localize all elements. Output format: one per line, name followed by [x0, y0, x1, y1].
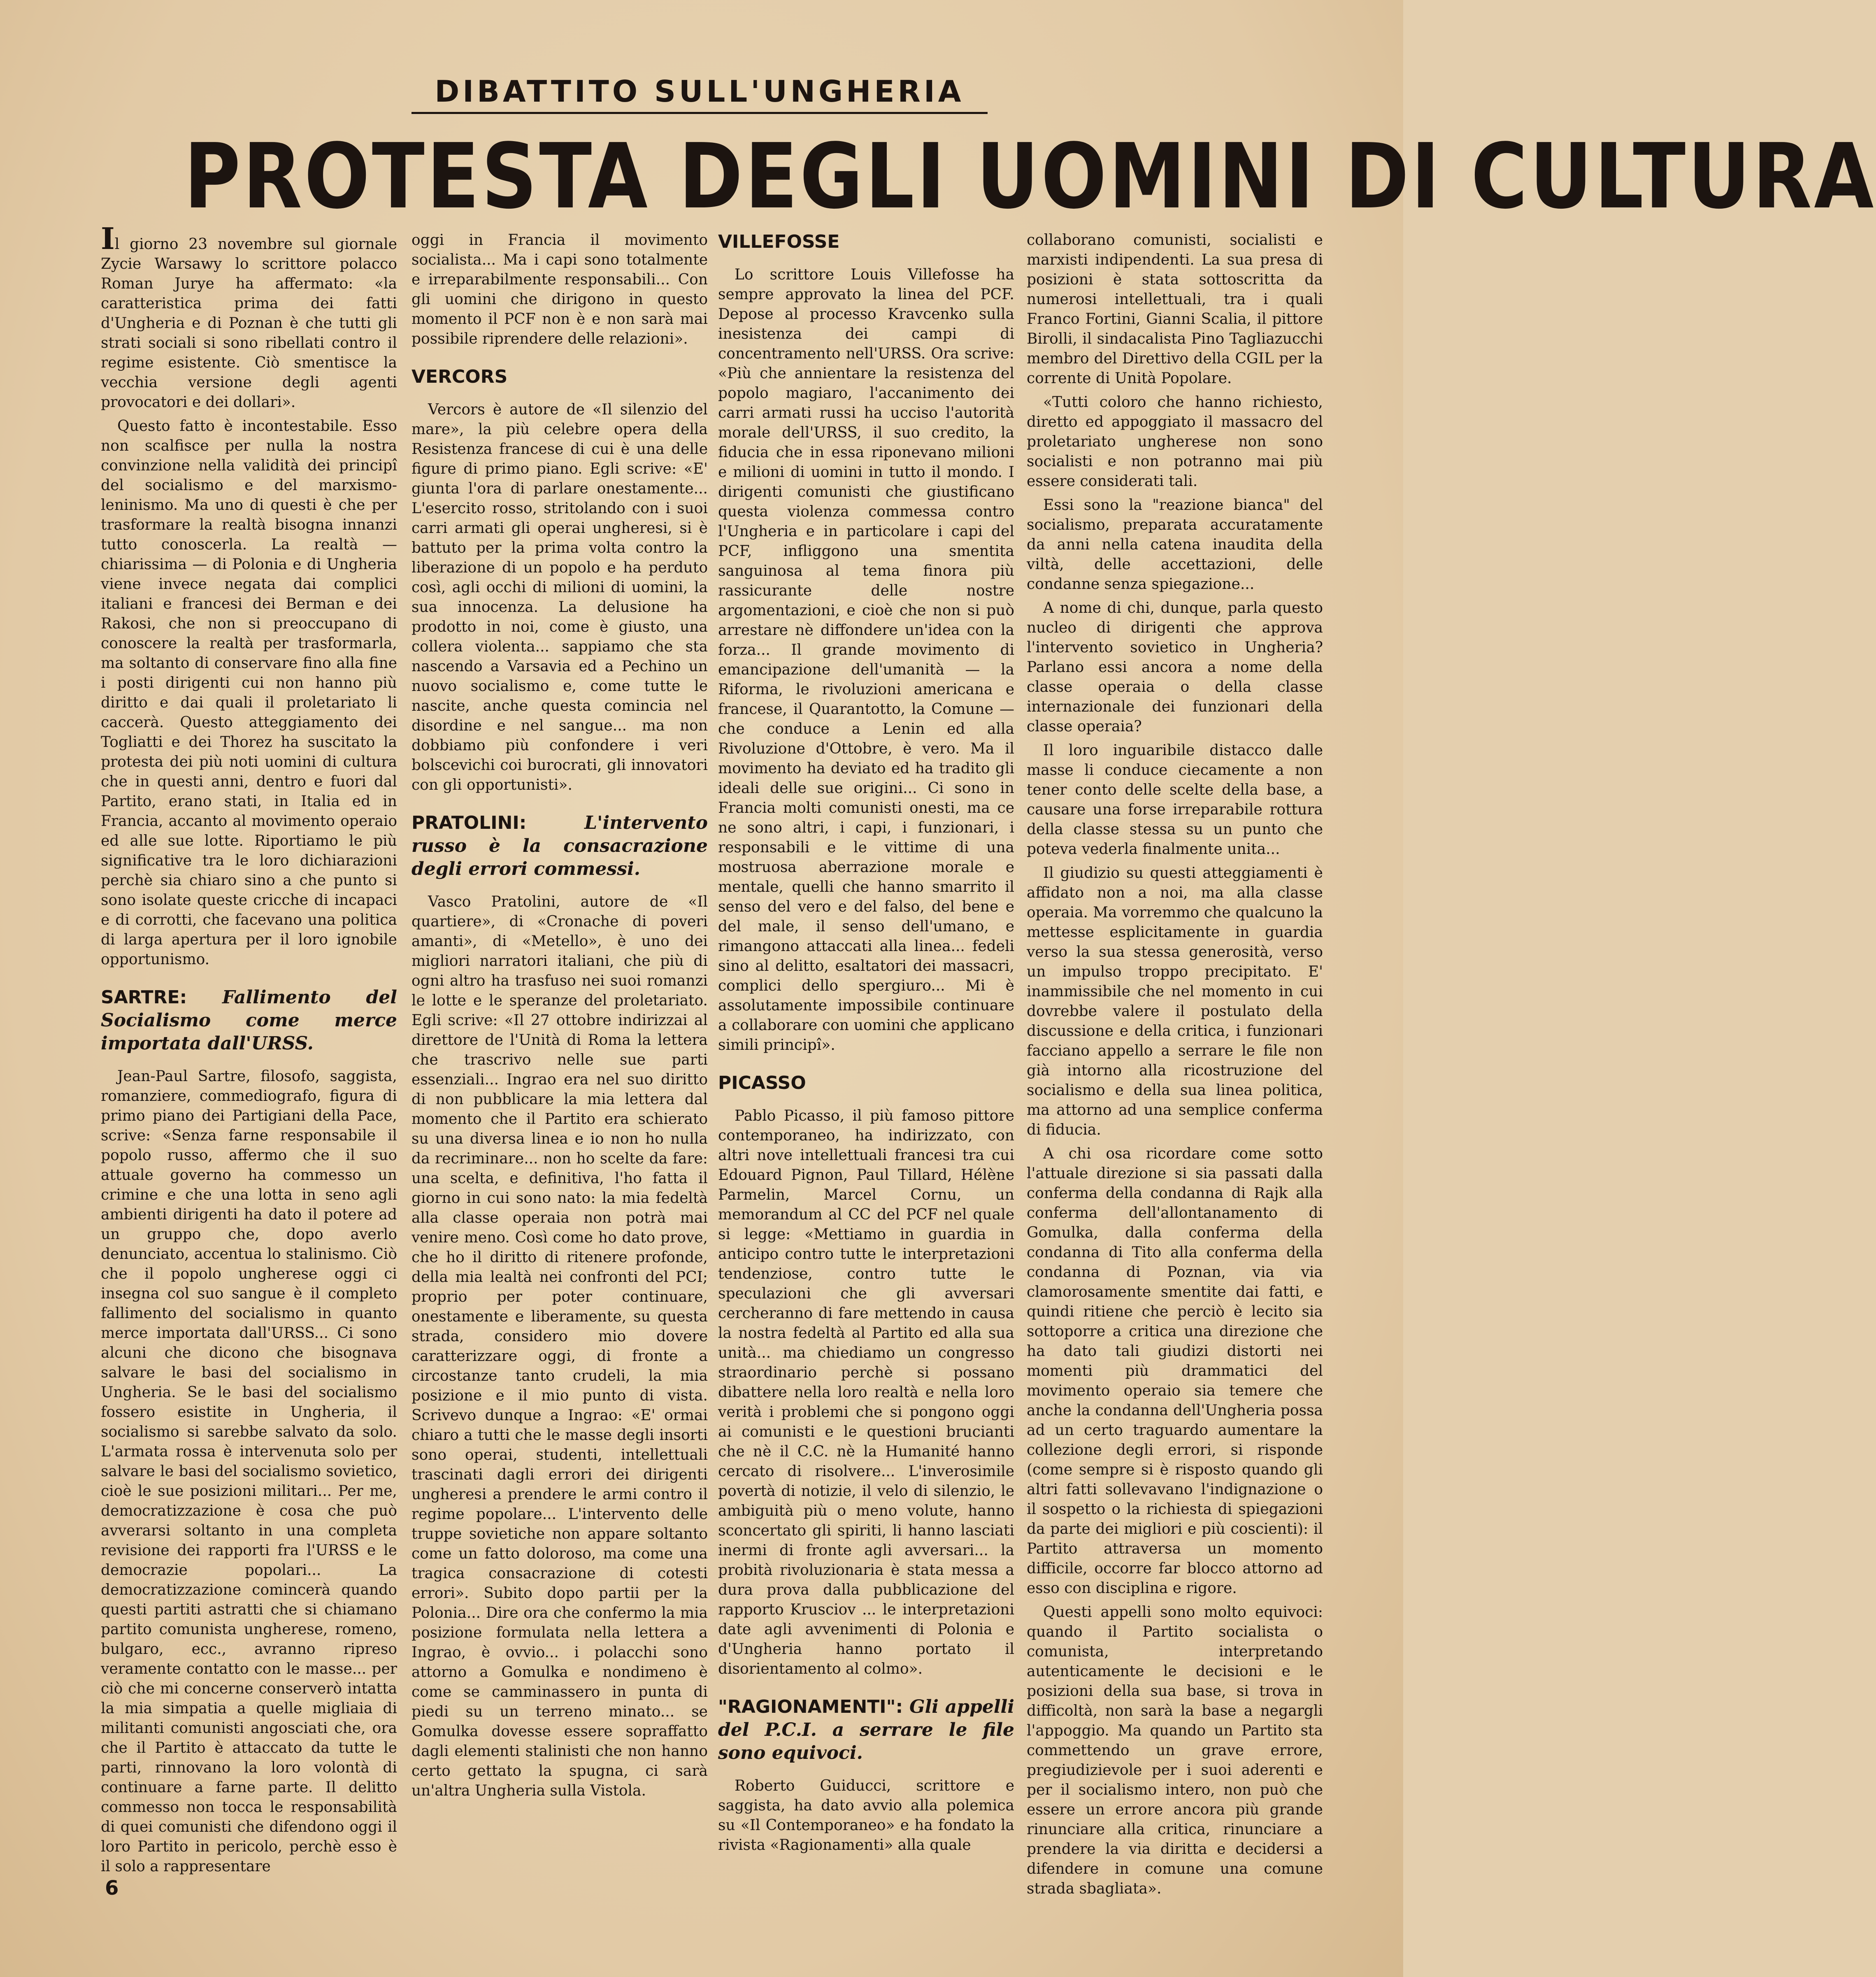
drop-cap: I	[101, 221, 115, 256]
body-paragraph: Questi appelli sono molto equivoci: quando il Partito socialista o comunista, interpretando autenticamente le decisioni e le posizioni della sua base, si trova in difficoltà, non sarà la base a negargli l'appoggio. Ma quando un Partito sta commettendo un grave errore, pregiudizievole per i suoi aderenti e per il socialismo intero, non può che essere un errore ancora più grande rinunciare alla critica, rinunciare a prendere la via diritta e decidersi a difendere in comune una comune strada sbagliata».	[1027, 1604, 1323, 1897]
section-subtitle: Fallimento del Socialismo come merce importata dall'URSS.	[101, 987, 397, 1054]
body-paragraph: Vasco Pratolini, autore de «Il quartiere», di «Cronache di poveri amanti», di «Metello», è uno dei migliori narratori italiani, che più di ogni altro ha trasfuso nei suoi romanzi le lotte e le speranze del proletariato. Egli scrive: «Il 27 ottobre indirizzai al direttore de l'Unità di Roma la lettera che trascrivo nelle sue parti essenziali... Ingrao era nel suo diritto di non pubblicare la mia lettera dal momento che il Partito era schierato su una diversa linea e io non ho nulla da recriminare... non ho scelte da fare: una scelta, e definitiva, l'ho fatta il giorno in cui sono nato: la mia fedeltà alla classe operaia non potrà mai venire meno. Così come ho dato prove, che ho il diritto di ritenere profonde, della mia lealtà nei confronti del PCI; proprio per poter continuare, onestamente e liberamente, su questa strada, considero mio dovere caratterizzare oggi, di fronte a circostanze tanto crudeli, la mia posizione e il mio punto di vista. Scrivevo dunque a Ingrao: «E' ormai chiaro a tutti che le masse degli insorti sono operai, studenti, intellettuali trascinati dagli errori dei dirigenti ungheresi a prendere le armi contro il regime popolare... L'intervento delle truppe sovietiche non appare soltanto come un fatto doloroso, ma come una tragica consacrazione di cotesti errori». Subito dopo partii per la Polonia... Dire ora che confermo la mia posizione formulata nella lettera a Ingrao, è ovvio... i polacchi sono attorno a Gomulka e nondimeno è come se camminassero in punta di piedi su un terreno minato... se Gomulka dovesse essere sopraffatto dagli elementi stalinisti che non hanno certo gettato la spugna, ci sarà un'altra Ungheria sulla Vistola.	[411, 893, 708, 1799]
body-paragraph: Essi sono la "reazione bianca" del socialismo, preparata accuratamente da anni nella catena inaudita della viltà, delle accettazioni, delle condanne senza spiegazione...	[1027, 497, 1323, 593]
intro-text: l giorno 23 novembre sul giornale Zycie Warsawy lo scrittore polacco Roman Jurye ha affermato: «la caratteristica prima dei fatti d'Ungheria e di Poznan è che tutti gli strati sociali si sono ribellati contro il regime esistente. Ciò smentisce la vecchia versione degli agenti provocatori e dei dollari».	[101, 236, 397, 411]
section-heading-villefosse: VILLEFOSSE	[718, 231, 840, 252]
body-paragraph: Lo scrittore Louis Villefosse ha sempre approvato la linea del PCF. Depose al processo Kravcenko sulla inesistenza dei campi di concentramento nell'URSS. Ora scrive: «Più che annientare la resistenza del popolo magiaro, l'accanimento dei carri armati russi ha ucciso l'autorità morale dell'URSS, il suo credito, la fiducia che in essa riponevano milioni e milioni di uomini in tutto il mondo. I dirigenti comunisti che giustificano questa violenza commessa contro l'Ungheria e in particolare i capi del PCF, infliggono una smentita sanguinosa al tema finora più rassicurante delle nostre argomentazioni, e cioè che non si può arrestare nè diffondere un'idea con la forza... Il grande movimento di emancipazione dell'umanità — la Riforma, le rivoluzioni americana e francese, il Quarantotto, la Comune — che conduce a Lenin ed alla Rivoluzione d'Ottobre, è vero. Ma il movimento ha deviato ed ha tradito gli ideali delle sue origini... Ci sono in Francia molti comunisti onesti, ma ce ne sono altri, i capi, i funzionari, i responsabili e le vittime di una mostruosa aberrazione morale e mentale, quelli che hanno smarrito il senso del vero e del falso, del bene e del male, il senso dell'umano, e rimangono attaccati alla linea... fedeli sino al delitto, esaltatori dei massacri, complici dello spergiuro... Mi è assolutamente impossibile continuare a collaborare con uomini che applicano simili principî».	[718, 266, 1014, 1054]
page-number: 6	[105, 1877, 119, 1900]
headline: PROTESTA DEGLI UOMINI DI CULTURA	[184, 125, 1876, 229]
body-paragraph: oggi in Francia il movimento socialista... Ma i capi sono totalmente e irreparabilmente responsabili... Con gli uomini che dirigono in questo momento il PCF non è e non sarà mai possibile riprendere delle relazioni».	[411, 232, 708, 347]
column-2	[411, 230, 708, 1860]
section-subtitle: L'intervento russo è la consacrazione degli errori commessi.	[411, 812, 708, 879]
body-paragraph: collaborano comunisti, socialisti e marxisti indipendenti. La sua presa di posizioni è stata sottoscritta da numerosi intellettuali, tra i quali Franco Fortini, Gianni Scalia, il pittore Birolli, il sindacalista Pino Tagliazucchi membro del Direttivo della CGIL per la corrente di Unità Popolare.	[1027, 232, 1323, 387]
body-paragraph: A chi osa ricordare come sotto l'attuale direzione si sia passati dalla conferma della condanna di Rajk alla conferma dell'allontanamento di Gomulka, dalla conferma della condanna di Tito alla conferma della condanna di Poznan, via via clamorosamente smentite dai fatti, e quindi ritiene che perciò è lecito sia sottoporre a critica una direzione che ha dato tali giudizi distorti nei momenti più drammatici del movimento operaio sia temere che anche la condanna dell'Ungheria possa ad un certo traguardo aumentare la collezione degli errori, si risponde (come sempre si è risposto quando gli altri fatti sollevavano l'indignazione o il sospetto o la richiesta di spiegazioni da parte dei migliori e più coscienti): il Partito attraversa un momento difficile, occorre far blocco attorno ad esso con disciplina e rigore.	[1027, 1145, 1323, 1597]
body-paragraph: Vercors è autore de «Il silenzio del mare», la più celebre opera della Resistenza francese di cui è una delle figure di primo piano. Egli scrive: «E' giunta l'ora di parlare onestamente... L'esercito rosso, stritolando con i suoi carri armati gli operai ungheresi, si è battuto per la prima volta contro la liberazione di un popolo e ha perduto così, agli occhi di milioni di uomini, la sua innocenza. La delusione ha prodotto in noi, come è giusto, una collera violenta... sappiamo che sta nascendo a Varsavia ed a Pechino un nuovo socialismo e, come tutte le nascite, anche questa comincia nel disordine e nel sangue... ma non dobbiamo più confondere i veri bolscevichi coi burocrati, gli innovatori con gli opportunisti».	[411, 401, 708, 793]
section-heading-ragionamenti	[718, 1696, 1014, 1765]
section-heading-vercors: VERCORS	[411, 366, 508, 387]
body-paragraph: Roberto Guiducci, scrittore e saggista, ha dato avvio alla polemica su «Il Contemporaneo» e ha fondato la rivista «Ragionamenti» alla quale	[718, 1777, 1014, 1854]
section-subtitle: Gli appelli del P.C.I. a serrare le file sono equivoci.	[718, 1696, 1014, 1763]
body-paragraph: Il loro inguaribile distacco dalle masse li conduce ciecamente a non tener conto delle scelte della base, a causare una forse irreparabile rottura della classe stessa su un punto che poteva vederla finalmente unita...	[1027, 742, 1323, 858]
section-name: "RAGIONAMENTI":	[718, 1696, 903, 1717]
intro-paragraph	[101, 221, 397, 412]
body-paragraph: Questo fatto è incontestabile. Esso non scalfisce per nulla la nostra convinzione nella validità dei principî del socialismo e del marxismo-leninismo. Ma uno di questi è che per trasformare la realtà bisogna innanzi tutto conoscerla. La realtà — chiarissima — di Polonia e di Ungheria viene invece negata dai complici italiani e francesi dei Berman e dei Rakosi, che non si preoccupano di conoscere la realtà per trasformarla, ma soltanto di conservare fino alla fine i posti dirigenti cui non hanno più diritto e dai quali il proletariato li caccerà. Questo atteggiamento dei Togliatti e dei Thorez ha suscitato la protesta dei più noti uomini di cultura che in questi anni, dentro e fuori dal Partito, erano stati, in Italia ed in Francia, accanto al movimento operaio ed alle sue lotte. Riportiamo le più significative tra le loro dichiarazioni perchè sia chiaro sino a che punto si sono isolate queste cricche di incapaci e di corrotti, che facevano una politica di larga apertura per il loro ignobile opportunismo.	[101, 418, 397, 968]
section-name: SARTRE:	[101, 987, 187, 1008]
section-kicker: DIBATTITO SULL'UNGHERIA	[411, 74, 988, 114]
body-paragraph: Il giudizio su questi atteggiamenti è affidato non a noi, ma alla classe operaia. Ma vorremmo che qualcuno la mettesse esplicitamente in guardia verso la sua stessa generosità, verso un impulso troppo precipitato. E' inammissibile che nel momento in cui dovrebbe valere il postulato della discussione e della critica, i funzionari facciano appello a serrare le file non già intorno alla ricostruzione del socialismo e della sua linea politica, ma attorno ad una semplice conferma di fiducia.	[1027, 865, 1323, 1138]
column-4	[1027, 230, 1323, 1897]
body-paragraph: A nome di chi, dunque, parla questo nucleo di dirigenti che approva l'intervento sovietico in Ungheria? Parlano essi ancora a nome della classe operaia o della classe internazionale dei funzionari della classe operaia?	[1027, 600, 1323, 735]
section-heading-picasso: PICASSO	[718, 1072, 806, 1093]
section-name: PRATOLINI:	[411, 812, 527, 833]
body-paragraph: «Tutti coloro che hanno richiesto, diretto ed appoggiato il massacro del proletariato ungherese non sono socialisti e non potranno mai più essere considerati tali.	[1027, 394, 1323, 490]
section-heading-sartre	[101, 986, 397, 1055]
body-paragraph: Pablo Picasso, il più famoso pittore contemporaneo, ha indirizzato, con altri nove intellettuali francesi tra cui Edouard Pignon, Paul Tillard, Hélène Parmelin, Marcel Cornu, un memorandum al CC del PCF nel quale si legge: «Mettiamo in guardia in anticipo contro tutte le interpretazioni tendenziose, contro tutte le speculazioni che gli avversari cercheranno di fare mettendo in causa la nostra fedeltà al Partito ed alla sua unità... ma chiediamo un congresso straordinario perchè si possano dibattere nella loro realtà e nella loro verità i problemi che si pongono oggi ai comunisti e le questioni brucianti che nè il C.C. nè la Humanité hanno cercato di risolvere... L'inverosimile povertà di notizie, il velo di silenzio, le ambiguità più o meno volute, hanno sconcertato gli spiriti, li hanno lasciati inermi di fronte agli avversari... la probità rivoluzionaria è stata messa a dura prova dalla pubblicazione del rapporto Krusciov ... le interpretazioni date agli avvenimenti di Polonia e d'Ungheria hanno portato il disorientamento al colmo».	[718, 1107, 1014, 1677]
column-1	[101, 221, 397, 1875]
body-paragraph: Jean-Paul Sartre, filosofo, saggista, romanziere, commediografo, figura di primo piano dei Partigiani della Pace, scrive: «Senza farne responsabile il popolo russo, affermo che il suo attuale governo ha commesso un crimine e che una lotta in seno agli ambienti dirigenti ha dato il potere ad un gruppo che, dopo averlo denunciato, accentua lo stalinismo. Ciò che il popolo ungherese oggi ci insegna col suo sangue è il completo fallimento del socialismo in quanto merce importata dall'URSS... Ci sono alcuni che dicono che bisognava salvare le basi del socialismo in Ungheria. Se le basi del socialismo fossero esistite in Ungheria, il socialismo si sarebbe salvato da solo. L'armata rossa è intervenuta solo per salvare le basi del socialismo sovietico, cioè le sue posizioni militari... Per me, democratizzazione è cosa che può avverarsi soltanto in una completa revisione dei rapporti fra l'URSS e le democrazie popolari... La democratizzazione comincerà quando questi partiti astratti che si chiamano partito comunista ungherese, romeno, bulgaro, ecc., avranno ripreso veramente contatto con le masse... per ciò che mi concerne conserverò intatta la mia simpatia a quelle migliaia di militanti comunisti angosciati che, ora che il Partito è attaccato da tutte le parti, rinnovano la loro volontà di continuare a farne parte. Il delitto commesso non tocca le responsabilità di quei comunisti che difendono oggi il loro Partito in pericolo, perchè esso è il solo a rappresentare	[101, 1068, 397, 1875]
column-3	[718, 230, 1014, 1860]
section-heading-pratolini	[411, 812, 708, 881]
